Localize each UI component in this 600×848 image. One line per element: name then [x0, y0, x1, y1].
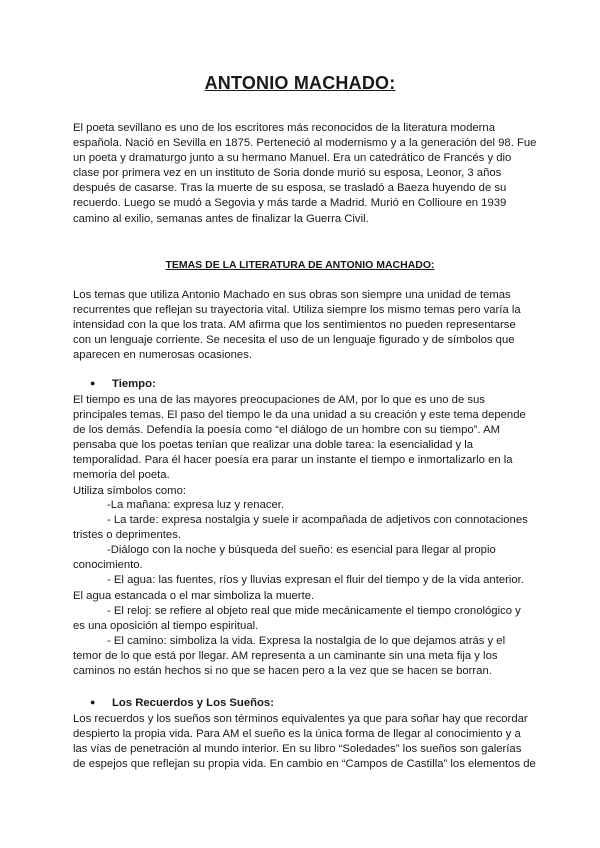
tiempo-paragraph — [73, 393, 533, 499]
text-line: temporalidad. Para él hacer poesía era parar un instante el tiempo e inmortalizarlo en la — [73, 454, 513, 467]
text-line: recuerdo. Luego se mudó a Segovia y más tarde a Madrid. Murió en Collioure en 1939 — [73, 197, 507, 210]
bullet-icon: ● — [90, 697, 96, 707]
text-line: caminos no están hechos si no que se hacen pero a la vez que se hacen se borran. — [73, 665, 492, 678]
text-line: de espejos que reflejan su propia vida. En cambio en “Campos de Castilla” los elementos de — [73, 758, 536, 771]
text-line: -La mañana: expresa luz y renacer. — [107, 499, 285, 511]
temas-paragraph — [73, 288, 533, 363]
text-line: - El reloj: se refiere al objeto real que mide mecánicamente el tiempo cronológico y — [107, 604, 521, 617]
text-line: -Diálogo con la noche y búsqueda del sueño: es esencial para llegar al propio — [107, 544, 496, 557]
bullet-icon: ● — [90, 378, 96, 388]
text-line: clase por primera vez en un instituto de Soria donde murió su esposa, Leonor, 3 años — [73, 167, 502, 180]
text-line: El tiempo es una de las mayores preocupaciones de AM, por lo que es uno de sus — [73, 394, 485, 406]
text-line: intensidad con la que los trata. AM afirma que los sentimientos no pueden representarse — [73, 319, 516, 332]
text-line: - El agua: las fuentes, ríos y lluvias expresan el fluir del tiempo y de la vida anterior. — [107, 574, 524, 587]
page-title: ANTONIO MACHADO: — [204, 73, 396, 93]
section-title: TEMAS DE LA LITERATURA DE ANTONIO MACHADO: — [165, 259, 435, 271]
bullet-label: Tiempo: — [112, 378, 156, 390]
bullet-label: Los Recuerdos y Los Sueños: — [112, 697, 274, 709]
text-line: con un lenguaje corriente. Se necesita el uso de un lenguaje figurado y de símbolos que — [73, 334, 515, 347]
bullet-tiempo — [90, 378, 156, 390]
text-line: Los temas que utiliza Antonio Machado en sus obras son siempre una unidad de temas — [73, 289, 511, 301]
text-line: Los recuerdos y los sueños son términos equivalentes ya que para soñar hay que recordar — [73, 713, 528, 725]
text-line: despierto la propia vida. Para AM el sueño es la única forma de llegar al conocimiento y a — [73, 728, 521, 741]
recuerdos-paragraph — [73, 712, 536, 772]
text-line: pensaba que los poetas tenían que realizar una doble tarea: la esencialidad y la — [73, 439, 474, 452]
text-line: aparecen en numerosas ocasiones. — [73, 349, 252, 362]
text-line: conocimiento. — [73, 559, 143, 572]
text-line: camino al exilio, semanas antes de finalizar la Guerra Civil. — [73, 212, 369, 225]
text-line: tristes o deprimentes. — [73, 529, 181, 542]
text-line: de los demás. Defendía la poesía como “el diálogo de un hombre con su tiempo”. AM — [73, 424, 501, 437]
text-line: - La tarde: expresa nostalgia y suele ir acompañada de adjetivos con connotaciones — [107, 514, 528, 527]
bullet-recuerdos — [90, 697, 274, 709]
text-line: española. Nació en Sevilla en 1875. Perteneció al modernismo y a la generación del 98. Fue — [73, 137, 537, 150]
text-line: - El camino: simboliza la vida. Expresa la nostalgia de lo que dejamos atrás y el — [107, 634, 506, 647]
simbolos-list — [73, 498, 533, 679]
text-line: temor de lo que está por llegar. AM representa a un caminante sin una meta fija y los — [73, 649, 498, 662]
text-line: un poeta y dramaturgo junto a su hermano Manuel. Era un catedrático de Francés y dio — [73, 152, 512, 165]
text-line: memoria del poeta. — [73, 469, 170, 482]
text-line: Utiliza símbolos como: — [73, 484, 187, 497]
text-line: recurrentes que reflejan su trayectoria vital. Utiliza siempre los mismo temas pero varía la — [73, 304, 521, 317]
intro-paragraph — [73, 121, 537, 227]
text-line: es una oposición al tiempo espiritual. — [73, 619, 259, 632]
text-line: El poeta sevillano es uno de los escritores más reconocidos de la literatura moderna — [73, 122, 495, 134]
text-line: El agua estancada o el mar simboliza la muerte. — [73, 589, 315, 602]
text-line: después de casarse. Tras la muerte de su esposa, se trasladó a Baeza huyendo de su — [73, 182, 507, 195]
text-line: principales temas. El paso del tiempo le da una unidad a su creación y este tema depende — [73, 409, 526, 422]
text-line: las vías de penetración al mundo interior. En su libro “Soledades” los sueños son galerías — [73, 743, 522, 756]
